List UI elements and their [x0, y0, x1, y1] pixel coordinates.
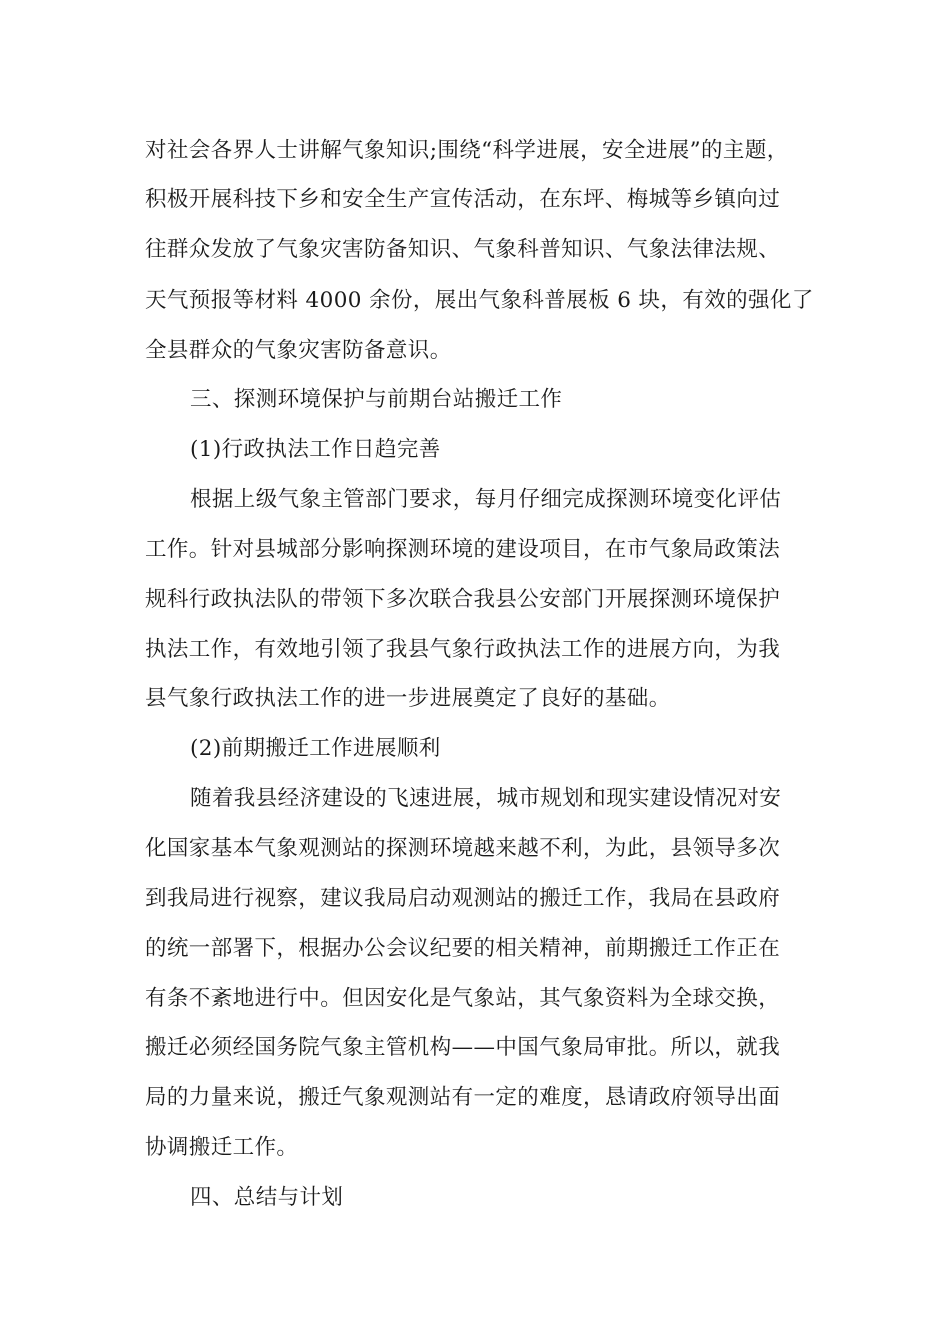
paragraph-line: 局的力量来说，搬迁气象观测站有一定的难度，恳请政府领导出面 [145, 1085, 781, 1110]
paragraph-line: 规科行政执法队的带领下多次联合我县公安部门开展探测环境保护 [145, 587, 781, 612]
paragraph-line: 全县群众的气象灾害防备意识。 [145, 338, 452, 363]
paragraph-line: 有条不紊地进行中。但因安化是气象站，其气象资料为全球交换， [145, 986, 781, 1011]
subsection-heading: (2)前期搬迁工作进展顺利 [190, 736, 441, 761]
paragraph-line: 对社会各界人士讲解气象知识;围绕“科学进展，安全进展”的主题， [145, 138, 789, 163]
section-heading: 四、总结与计划 [190, 1185, 344, 1210]
paragraph-line: 天气预报等材料 4000 余份，展出气象科普展板 6 块，有效的强化了 [145, 288, 814, 313]
paragraph-line: 化国家基本气象观测站的探测环境越来越不利，为此，县领导多次 [145, 836, 781, 861]
paragraph-line: 执法工作，有效地引领了我县气象行政执法工作的进展方向，为我 [145, 637, 781, 662]
paragraph-line: 协调搬迁工作。 [145, 1135, 299, 1160]
paragraph-line: 的统一部署下，根据办公会议纪要的相关精神，前期搬迁工作正在 [145, 936, 781, 961]
paragraph-line: 随着我县经济建设的飞速进展，城市规划和现实建设情况对安 [190, 786, 782, 811]
paragraph-line: 县气象行政执法工作的进一步进展奠定了良好的基础。 [145, 686, 671, 711]
paragraph-line: 积极开展科技下乡和安全生产宣传活动，在东坪、梅城等乡镇向过 [145, 187, 781, 212]
paragraph-line: 根据上级气象主管部门要求，每月仔细完成探测环境变化评估 [190, 487, 782, 512]
paragraph-line: 往群众发放了气象灾害防备知识、气象科普知识、气象法律法规、 [145, 237, 781, 262]
paragraph-line: 到我局进行视察，建议我局启动观测站的搬迁工作，我局在县政府 [145, 886, 781, 911]
paragraph-line: 搬迁必须经国务院气象主管机构——中国气象局审批。所以，就我 [145, 1035, 781, 1060]
subsection-heading: (1)行政执法工作日趋完善 [190, 437, 441, 462]
paragraph-line: 工作。针对县城部分影响探测环境的建设项目，在市气象局政策法 [145, 537, 781, 562]
section-heading: 三、探测环境保护与前期台站搬迁工作 [190, 387, 563, 412]
